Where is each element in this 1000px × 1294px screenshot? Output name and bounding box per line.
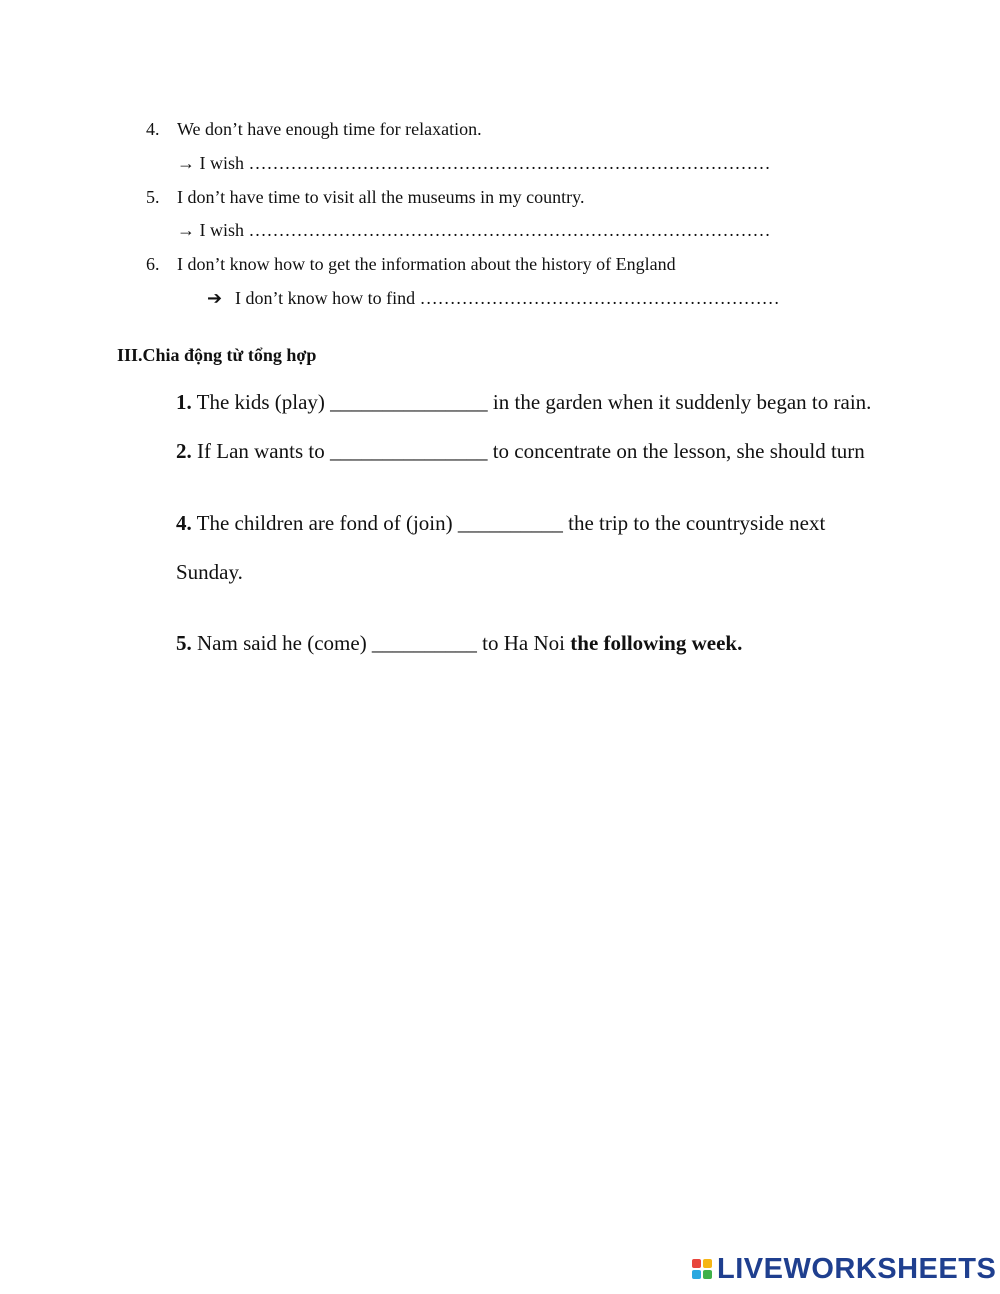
item-6-answer-prefix: I don’t know how to find (235, 288, 416, 308)
item-5-answer-line (177, 220, 771, 241)
item-6-sentence: I don’t know how to get the information about the history of England (177, 254, 676, 274)
logo-block-1 (692, 1259, 701, 1268)
logo-blocks-icon (692, 1259, 712, 1279)
item-4-answer-prefix: → I wish (177, 153, 244, 173)
item-5-answer-blank[interactable]: …………………………………………………………………………… (248, 220, 771, 240)
exercise-4-number: 4. (176, 511, 192, 535)
exercise-5-text[interactable]: Nam said he (come) __________ to Ha Noi (197, 631, 566, 655)
arrow-bullet-icon: ➔ (207, 288, 223, 309)
exercise-1-text[interactable]: The kids (play) _______________ in the garden when it suddenly began to rain. (196, 390, 872, 414)
item-4-answer-line (177, 153, 771, 174)
exercise-4-continuation: Sunday. (176, 560, 243, 584)
item-4-number: 4. (146, 119, 160, 139)
logo-text: LIVEWORKSHEETS (717, 1252, 997, 1285)
logo-block-2 (703, 1259, 712, 1268)
exercise-5 (176, 631, 742, 656)
item-6-answer-blank[interactable]: …………………………………………………… (419, 288, 780, 308)
exercise-4-text[interactable]: The children are fond of (join) __________ the trip to the countryside next (196, 511, 826, 535)
liveworksheets-logo (692, 1254, 996, 1284)
exercise-2 (176, 439, 865, 464)
exercise-1-number: 1. (176, 390, 192, 414)
logo-block-4 (703, 1270, 712, 1279)
item-4-sentence: We don’t have enough time for relaxation. (177, 119, 482, 139)
item-5-sentence: I don’t have time to visit all the museums in my country. (177, 187, 585, 207)
logo-block-3 (692, 1270, 701, 1279)
exercise-4 (176, 511, 825, 536)
exercise-5-bold-tail: the following week. (570, 631, 743, 655)
item-5-answer-prefix: → I wish (177, 220, 244, 240)
item-6-number: 6. (146, 254, 160, 274)
exercise-2-text[interactable]: If Lan wants to _______________ to concentrate on the lesson, she should turn (197, 439, 865, 463)
item-4-answer-blank[interactable]: …………………………………………………………………………… (248, 153, 771, 173)
exercise-5-number: 5. (176, 631, 192, 655)
exercise-1 (176, 390, 871, 415)
section-3-heading: III.Chia động từ tổng hợp (117, 345, 317, 365)
item-5-number: 5. (146, 187, 160, 207)
item-6-answer-line (235, 288, 780, 309)
exercise-2-number: 2. (176, 439, 192, 463)
